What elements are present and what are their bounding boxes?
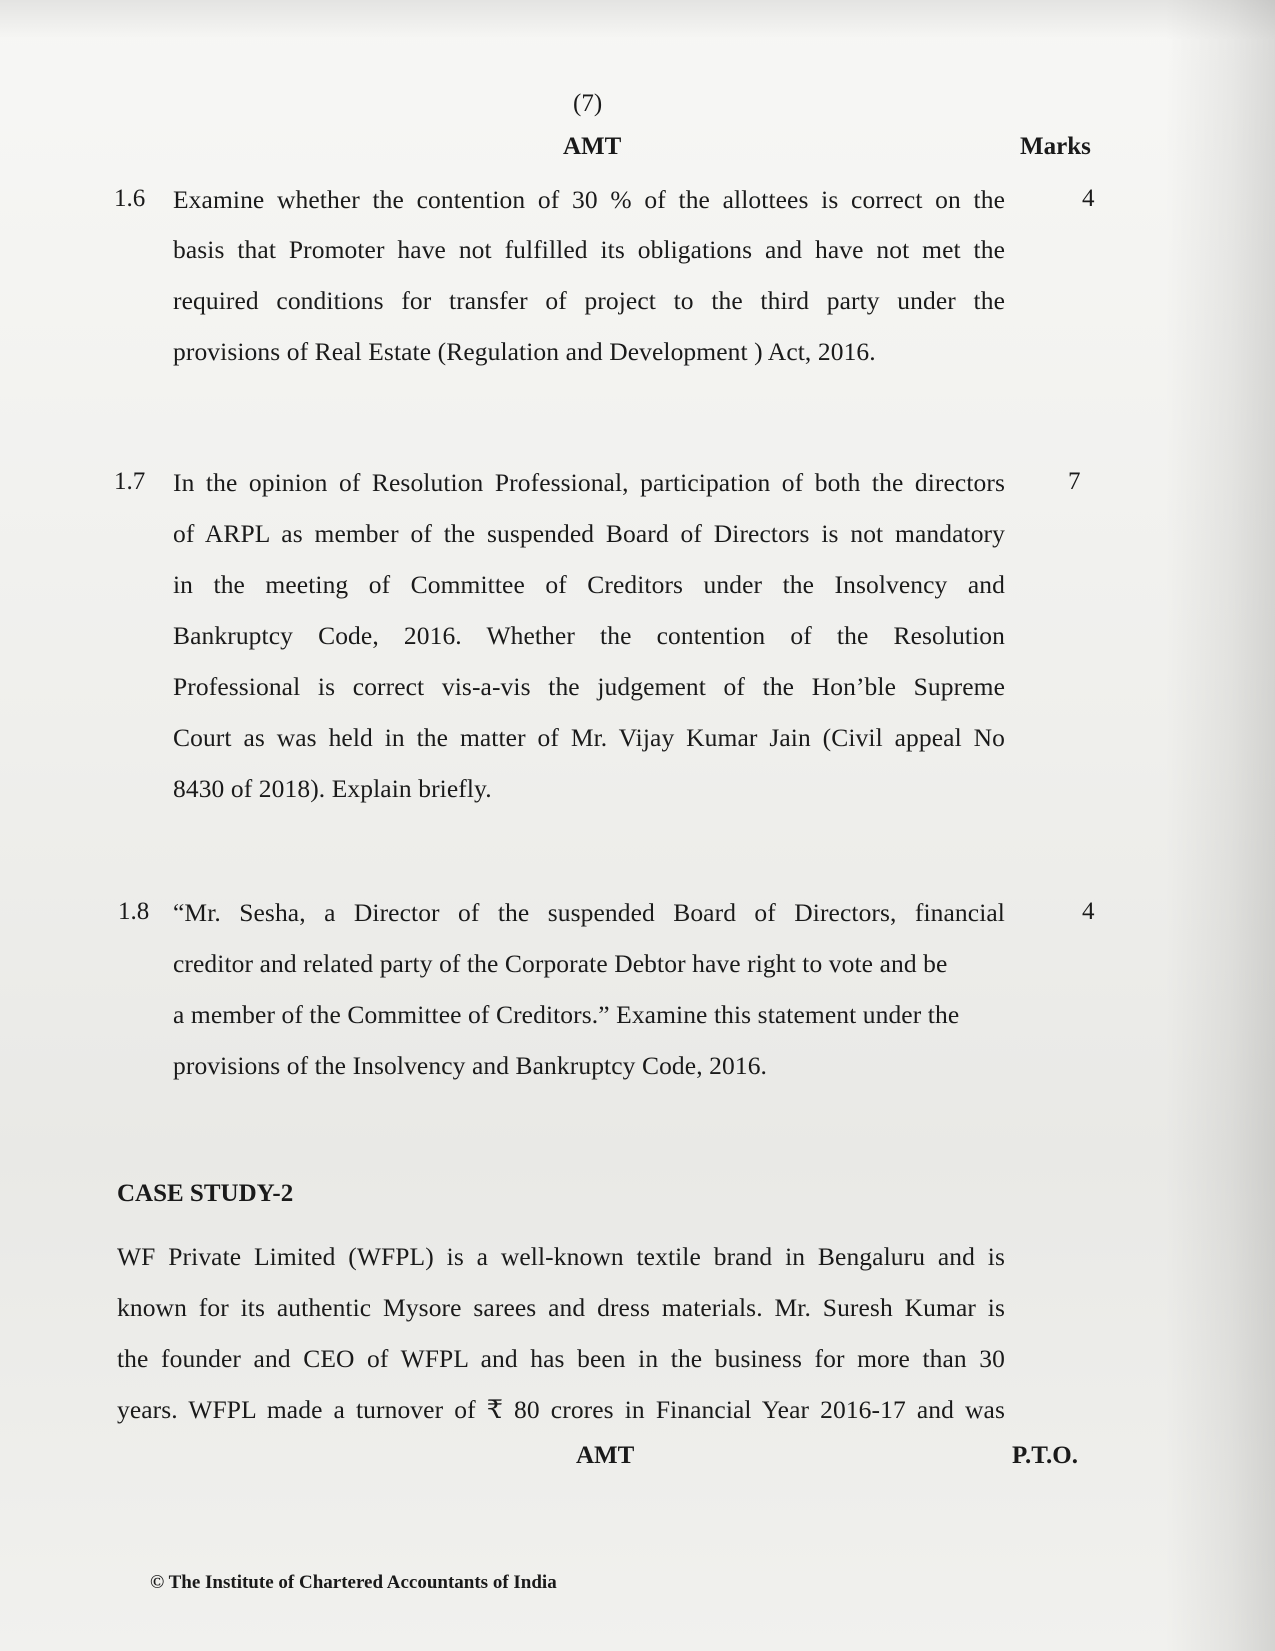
- copyright-notice: © The Institute of Chartered Accountants of India: [150, 1572, 557, 1593]
- question-number: 1.8: [118, 898, 150, 925]
- question-text-line: 8430 of 2018). Explain briefly.: [173, 774, 492, 803]
- paper-code-header: AMT: [563, 133, 622, 160]
- question-marks: 4: [1082, 898, 1095, 925]
- question-text-line: Court as was held in the matter of Mr. Vijay Kumar Jain (Civil appeal No: [173, 723, 1005, 752]
- question-text-line: In the opinion of Resolution Professional, participation of both the directors: [173, 468, 1005, 497]
- question-text-line: basis that Promoter have not fulfilled its obligations and have not met the: [173, 235, 1005, 264]
- question-text-line: provisions of Real Estate (Regulation and Development ) Act, 2016.: [173, 337, 876, 366]
- question-text-line: in the meeting of Committee of Creditors under the Insolvency and: [173, 570, 1005, 599]
- question-text-line: required conditions for transfer of project to the third party under the: [173, 286, 1005, 315]
- question-text-line: Examine whether the contention of 30 % of the allottees is correct on the: [173, 185, 1005, 214]
- question-text-line: Professional is correct vis-a-vis the judgement of the Hon’ble Supreme: [173, 672, 1005, 701]
- question-text-line: creditor and related party of the Corporate Debtor have right to vote and be: [173, 949, 948, 978]
- question-text-line: provisions of the Insolvency and Bankruptcy Code, 2016.: [173, 1051, 768, 1080]
- question-text-line: of ARPL as member of the suspended Board of Directors is not mandatory: [173, 519, 1005, 548]
- please-turn-over: P.T.O.: [1012, 1442, 1078, 1469]
- question-text-line: Bankruptcy Code, 2016. Whether the contention of the Resolution: [173, 621, 1005, 650]
- case-study-heading: CASE STUDY-2: [117, 1180, 294, 1207]
- case-study-line: years. WFPL made a turnover of ₹ 80 crores in Financial Year 2016-17 and was: [117, 1395, 1005, 1424]
- page-number: (7): [573, 90, 603, 117]
- case-study-line: the founder and CEO of WFPL and has been in the business for more than 30: [117, 1344, 1005, 1373]
- question-marks: 4: [1082, 185, 1095, 212]
- question-text-line: “Mr. Sesha, a Director of the suspended Board of Directors, financial: [173, 898, 1005, 927]
- scan-shadow-right: [1165, 0, 1275, 1651]
- footer-paper-code: AMT: [576, 1442, 635, 1469]
- question-number: 1.7: [114, 468, 146, 495]
- question-marks: 7: [1068, 468, 1081, 495]
- marks-column-header: Marks: [1020, 133, 1091, 160]
- case-study-line: known for its authentic Mysore sarees and dress materials. Mr. Suresh Kumar is: [117, 1293, 1005, 1322]
- scan-shadow-top: [0, 0, 1275, 40]
- question-text-line: a member of the Committee of Creditors.” Examine this statement under the: [173, 1000, 960, 1029]
- case-study-line: WF Private Limited (WFPL) is a well-known textile brand in Bengaluru and is: [117, 1242, 1005, 1271]
- question-number: 1.6: [114, 185, 146, 212]
